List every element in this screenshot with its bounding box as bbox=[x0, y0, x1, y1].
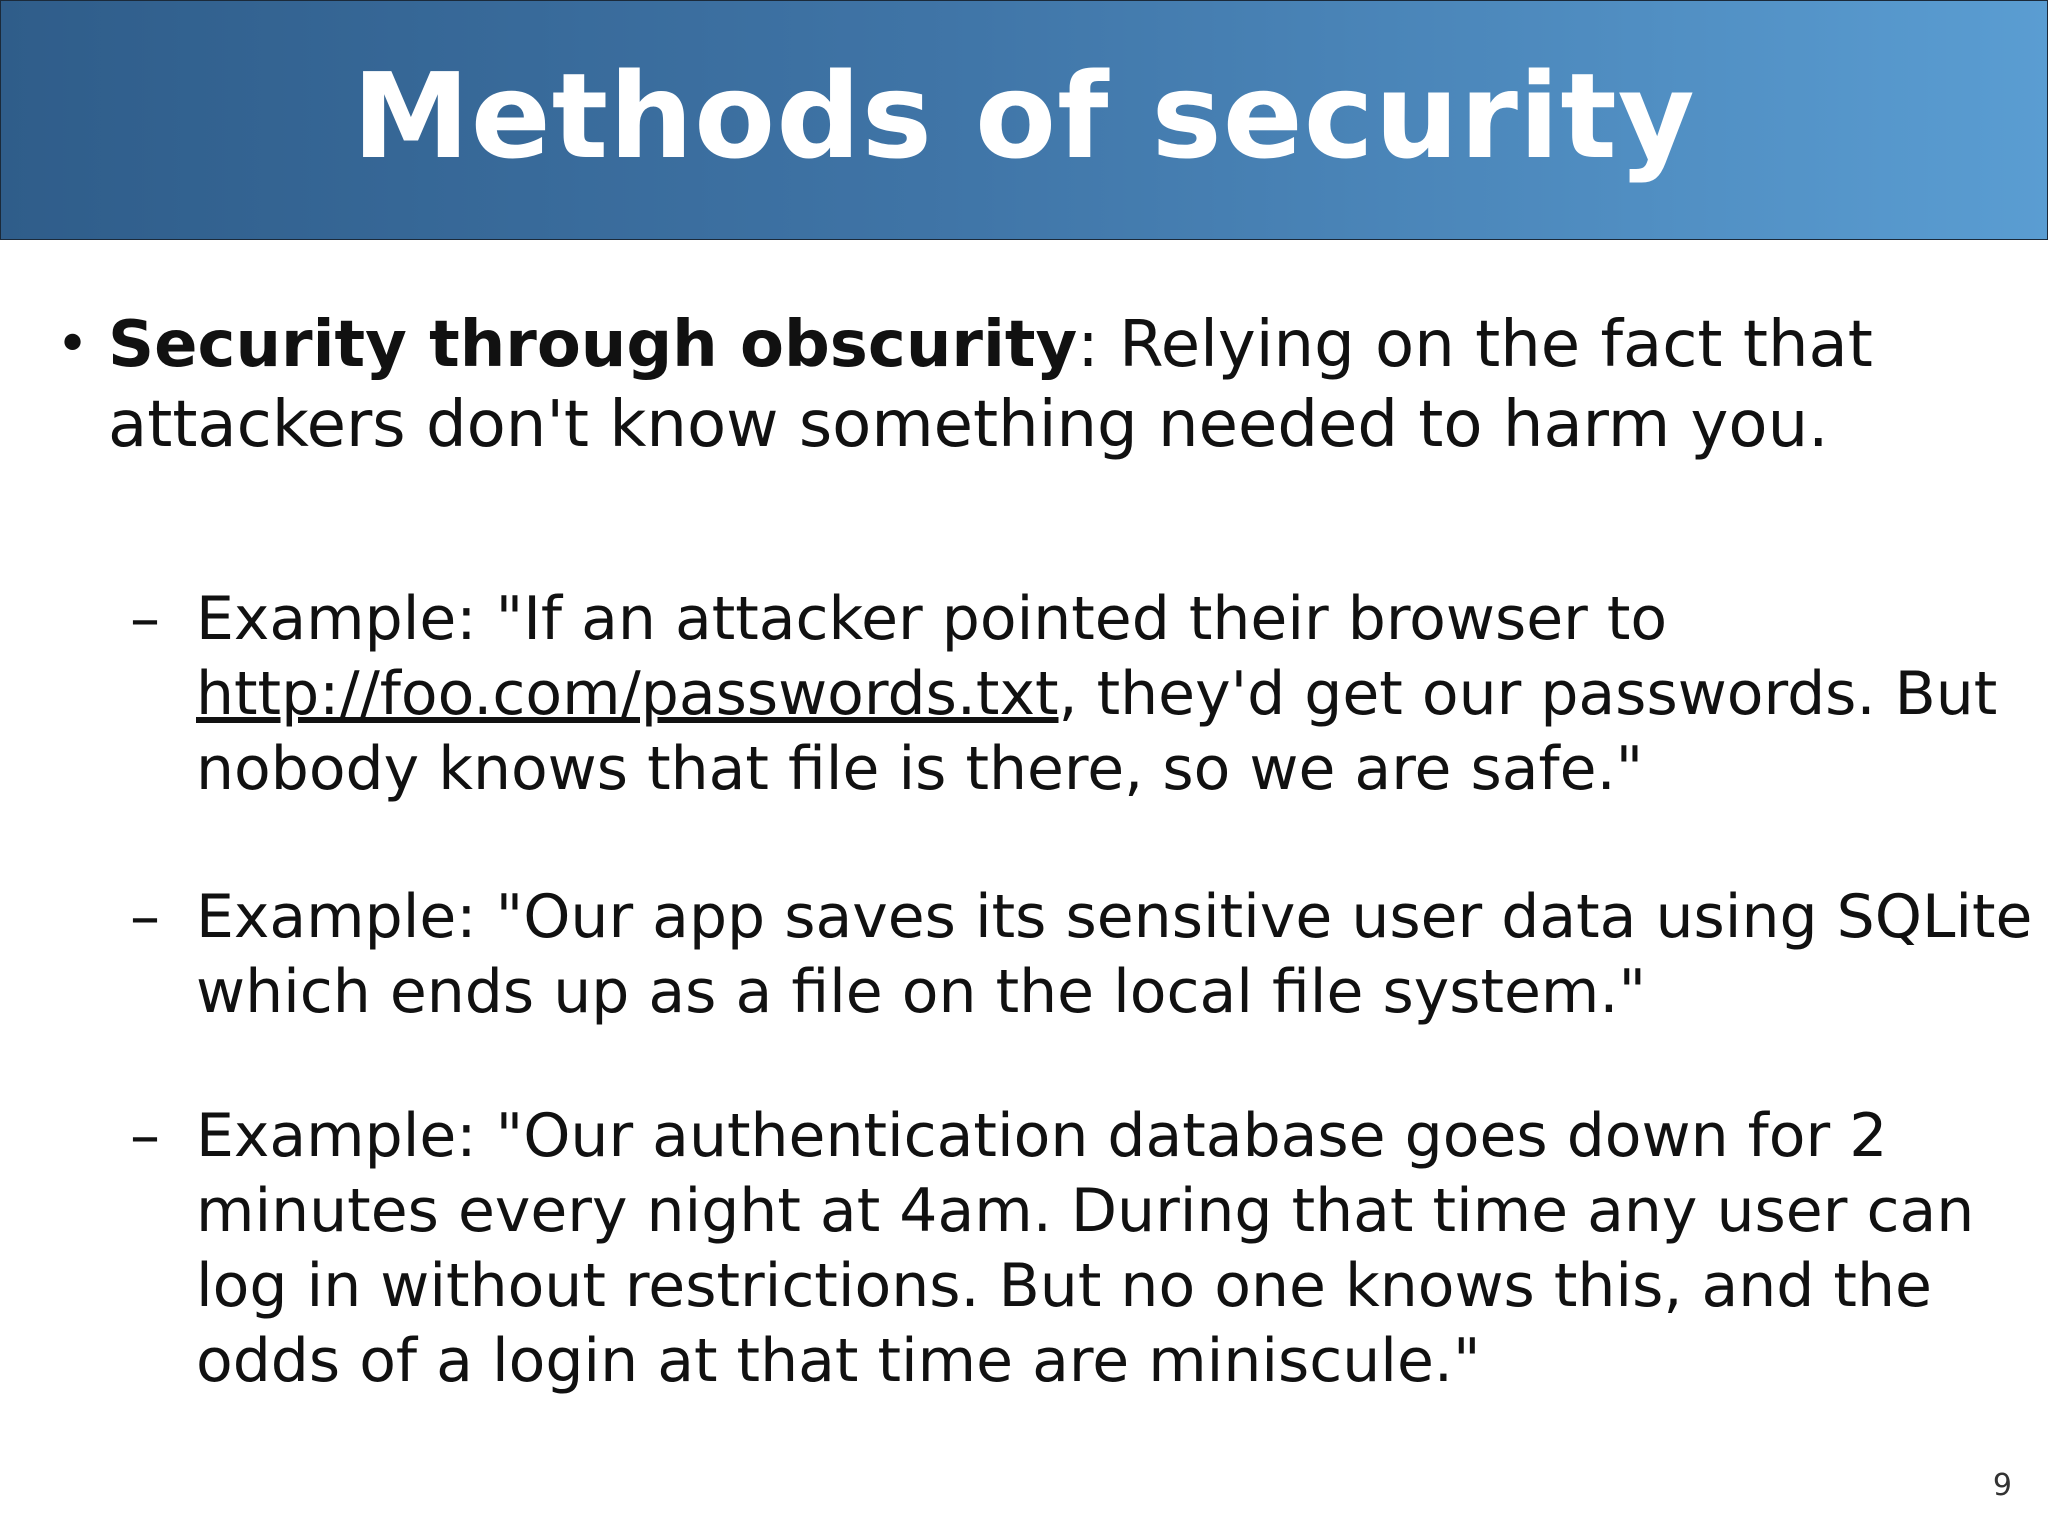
example-3-line-1: Example: "Our authentication database goes down for 2 bbox=[196, 1101, 1888, 1171]
example-3-text bbox=[196, 1099, 1996, 1399]
example-3-line-4: odds of a login at that time are miniscule." bbox=[196, 1326, 1481, 1396]
example-1-line-2 bbox=[196, 657, 1996, 732]
main-bullet-line-2: attackers don't know something needed to harm you. bbox=[108, 388, 1829, 462]
passwords-url-link[interactable]: http://foo.com/passwords.txt bbox=[196, 659, 1059, 729]
page-number: 9 bbox=[1992, 1468, 2012, 1503]
example-2-text bbox=[196, 880, 2033, 1030]
slide-title: Methods of security bbox=[352, 47, 1696, 185]
main-bullet-term: Security through obscurity bbox=[108, 308, 1078, 382]
example-1-line-2-rest: , they'd get our passwords. But bbox=[1058, 659, 1998, 729]
example-1-text bbox=[196, 582, 1996, 807]
main-bullet-text bbox=[108, 305, 1958, 465]
example-2-dash: – bbox=[130, 882, 160, 952]
example-3-line-2: minutes every night at 4am. During that time any user can bbox=[196, 1176, 1975, 1246]
example-1-dash: – bbox=[130, 584, 160, 654]
example-1-line-1: Example: "If an attacker pointed their browser to bbox=[196, 584, 1668, 654]
bullet-dot: • bbox=[56, 312, 90, 377]
example-2-line-2: which ends up as a file on the local file system." bbox=[196, 957, 1647, 1027]
main-bullet-line-1 bbox=[108, 305, 1958, 385]
example-2-line-1: Example: "Our app saves its sensitive user data using SQLite bbox=[196, 882, 2033, 952]
example-1-line-3: nobody knows that file is there, so we are safe." bbox=[196, 734, 1644, 804]
example-3-dash: – bbox=[130, 1101, 160, 1171]
main-bullet-definition-start: : Relying on the fact that bbox=[1077, 308, 1873, 382]
example-3-line-3: log in without restrictions. But no one knows this, and the bbox=[196, 1251, 1932, 1321]
